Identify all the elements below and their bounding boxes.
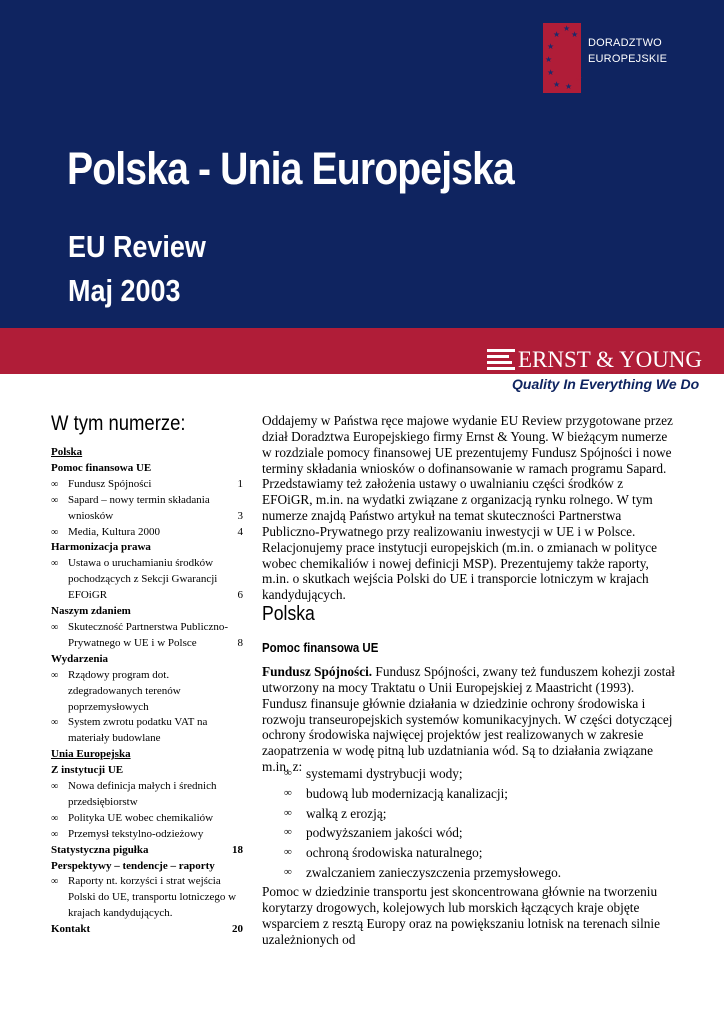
toc-entry [51, 684, 243, 700]
toc-entry-text: Statystyczna pigułka [51, 843, 149, 856]
toc-entry-text: przedsiębiorstw [68, 795, 138, 808]
toc-entry-text: Sapard – nowy termin składania [68, 493, 210, 506]
toc-page-number: 20 [232, 923, 243, 936]
toc-entry-text: Media, Kultura 2000 [68, 525, 160, 538]
toc-entry [51, 779, 243, 795]
bullet-list [284, 764, 561, 883]
toc-entry-text: krajach kandydujących. [68, 907, 173, 920]
issue-date: Maj 2003 [68, 273, 181, 308]
toc-entry [51, 731, 243, 747]
company-name: ERNST & YOUNG [518, 347, 703, 372]
unit-name-line2: EUROPEJSKIE [588, 53, 668, 65]
toc-entry [51, 763, 243, 779]
list-item: ∞ podwyższaniem jakości wód; [284, 823, 561, 843]
toc-entry [51, 477, 243, 493]
toc-entry [51, 668, 243, 684]
toc-page-number: 1 [237, 477, 243, 490]
toc-entry-text: EFOiGR [68, 589, 108, 602]
page-title: Polska - Unia Europejska [67, 143, 514, 194]
toc-entry [51, 493, 243, 509]
toc-entry [51, 700, 243, 716]
toc-entry-text: Polityka UE wobec chemikaliów [68, 811, 214, 824]
toc-entry [51, 525, 243, 541]
toc-entry [51, 572, 243, 588]
toc-entry-text: Pomoc finansowa UE [51, 461, 152, 474]
toc-entry [51, 906, 243, 922]
toc-entry [51, 604, 243, 620]
toc-entry-text: Polska [51, 446, 83, 458]
toc-entry [51, 715, 243, 731]
toc-entry [51, 588, 243, 604]
toc-entry [51, 747, 243, 763]
toc-entry-text: Raporty nt. korzyści i strat wejścia [68, 875, 221, 888]
toc-entry-text: Nowa definicja małych i średnich [68, 780, 217, 793]
table-of-contents [51, 445, 243, 938]
toc-entry [51, 843, 243, 859]
toc-entry-text: Kontakt [51, 923, 91, 936]
toc-page-number: 3 [237, 509, 243, 522]
toc-entry [51, 827, 243, 843]
toc-entry [51, 540, 243, 556]
toc-entry [51, 556, 243, 572]
eu-stars-logo: ★ ★ ★ ★ ★ ★ ★ ★ ★ [545, 24, 583, 91]
toc-entry [51, 509, 243, 525]
toc-entry-text: poprzemysłowych [68, 700, 149, 713]
toc-entry-text: Perspektywy – tendencje – raporty [51, 859, 215, 872]
paragraph-lead: Fundusz Spójności. [262, 664, 373, 679]
section-heading: Polska [262, 603, 315, 625]
list-item: ∞ ochroną środowiska naturalnego; [284, 843, 561, 863]
intro-paragraph: Oddajemy w Państwa ręce majowe wydanie EU Review przygotowane przez dział Doradztwa Europejskiego firmy Ernst & Young. W bieżącym numerze w rozdziale pomocy finansowej UE prezentujemy Fundusz Spójności i nowe terminy składania wniosków o dofinansowanie w ramach programu Sapard. Przedstawiamy też założenia ustawy o uwalnianiu części środków z EFOiGR, m.in. na wydatki związane z organizacją rynku rolnego. W tym numerze znajdą Państwo artykuł na temat skuteczności Partnerstwa Publiczno-Prywatnego przy realizowaniu inwestycji w UE i w Polsce. Relacjonujemy prace instytucji europejskich (m.in. o zmianach w polityce wobec chemikaliów i nowej definicji MSP). Prezentujemy także raporty, m.in. o skutkach wejścia Polski do UE i transporcie lotniczym w krajach kandydujących. [262, 413, 673, 603]
toc-entry-text: Ustawa o uruchamianiu środków [68, 557, 214, 570]
list-item: ∞ systemami dystrybucji wody; [284, 764, 561, 784]
toc-page-number: 18 [232, 843, 243, 856]
toc-entry [51, 922, 243, 938]
toc-entry-text: Prywatnego w UE i w Polsce [68, 636, 197, 649]
list-item: ∞ zwalczaniem zanieczyszczenia przemysłowego. [284, 863, 561, 883]
toc-entry-text: Fundusz Spójności [68, 477, 152, 490]
cohesion-fund-paragraph [262, 664, 676, 775]
toc-entry-text: materiały budowlane [68, 732, 161, 745]
list-item: ∞ budową lub modernizacją kanalizacji; [284, 784, 561, 804]
toc-entry-text: System zwrotu podatku VAT na [68, 716, 208, 729]
toc-entry-text: Przemysł tekstylno-odzieżowy [68, 827, 204, 840]
unit-name-line1: DORADZTWO [588, 37, 662, 49]
toc-entry [51, 795, 243, 811]
toc-entry-text: zdegradowanych terenów [68, 684, 181, 697]
toc-entry [51, 445, 243, 461]
toc-entry-text: Z instytucji UE [51, 764, 124, 777]
unit-name [588, 35, 667, 67]
toc-entry-text: wniosków [68, 509, 114, 522]
transport-paragraph: Pomoc w dziedzinie transportu jest skoncentrowana głównie na tworzeniu korytarzy drogowych, kolejowych lub morskich łączących kraje objęte wsparciem z resztą Europy oraz na powiększaniu lotnisk na terenach silnie uzależnionych od [262, 884, 661, 947]
toc-page-number: 8 [237, 636, 243, 649]
toc-entry-text: Unia Europejska [51, 748, 131, 761]
paragraph-body: Fundusz Spójności, zwany też funduszem kohezji został utworzony na mocy Traktatu o Unii Europejskiej z Maastricht (1993). Fundusz finansuje głównie działania w dziedzinie ochrony środowiska i rozwoju transeuropejskich systemów komunikacyjnych. W części dotyczącej ochrony środowiska najwięcej projektów jest realizowanych w zakresie zaopatrzenia w wodę pitną lub uzdatniania wód. Są to działania związane m.in. z: [262, 664, 675, 775]
list-item: ∞ walką z erozją; [284, 804, 561, 824]
toc-entry-text: Polski do UE, transportu lotniczego w [68, 891, 237, 904]
ernst-young-logo [487, 346, 702, 374]
toc-page-number: 4 [237, 525, 243, 538]
toc-entry [51, 874, 243, 890]
toc-page-number: 6 [237, 589, 243, 602]
toc-heading: W tym numerze: [51, 412, 186, 435]
toc-entry [51, 620, 243, 636]
toc-entry [51, 461, 243, 477]
toc-entry [51, 890, 243, 906]
toc-entry [51, 811, 243, 827]
subsection-heading: Pomoc finansowa UE [262, 640, 379, 655]
toc-entry [51, 652, 243, 668]
toc-entry-text: Harmonizacja prawa [51, 541, 151, 554]
toc-entry-text: Rządowy program dot. [68, 668, 170, 681]
toc-entry-text: Naszym zdaniem [51, 605, 131, 618]
toc-entry-text: pochodzących z Sekcji Gwarancji [68, 573, 218, 586]
company-tagline: Quality In Everything We Do [512, 376, 700, 392]
toc-entry-text: Wydarzenia [51, 652, 109, 665]
toc-entry-text: Skuteczność Partnerstwa Publiczno- [68, 620, 229, 633]
publication-name: EU Review [68, 229, 206, 264]
ey-bars-icon [487, 349, 515, 371]
toc-entry [51, 636, 243, 652]
toc-entry [51, 859, 243, 875]
